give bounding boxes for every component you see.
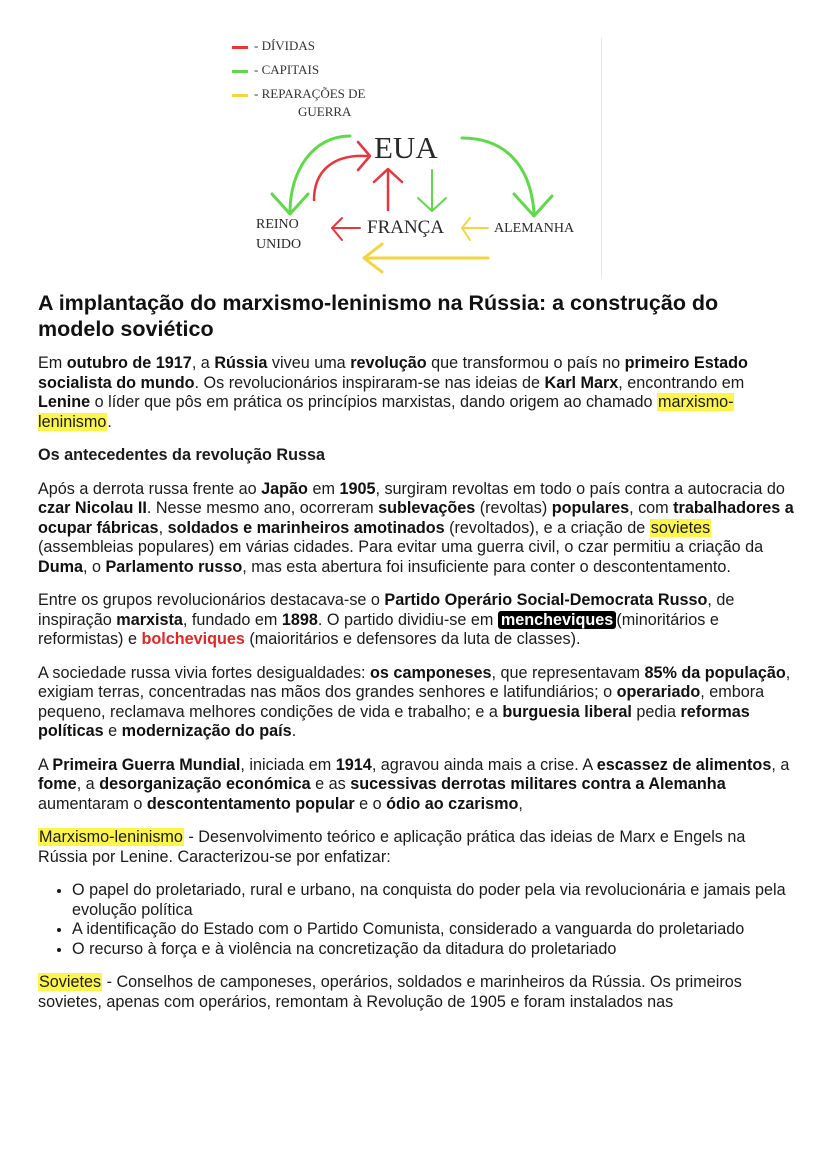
definition-marxism-leninism: Marxismo-leninismo - Desenvolvimento teórico e aplicação prática das ideias de Marx e Engels na Rússia por Lenine. Caracterizou-se por enfatizar: bbox=[38, 828, 746, 866]
section-heading: Os antecedentes da revolução Russa bbox=[38, 446, 325, 464]
red-term: bolcheviques bbox=[141, 630, 245, 648]
legend-reparations: - REPARAÇÕES DE bbox=[232, 86, 365, 102]
paragraph-party: Entre os grupos revolucionários destacava-se o Partido Operário Social-Democrata Russo, de inspiração marxista, fundado em 1898. O partido dividiu-se em mencheviques (minoritários e reformistas) e bolcheviques (maioritários e defensores da luta de classes). bbox=[38, 591, 735, 648]
node-usa: EUA bbox=[374, 130, 438, 165]
inverted-term: mencheviques bbox=[498, 611, 616, 629]
paragraph-society: A sociedade russa vivia fortes desigualdades: os camponeses, que representavam 85% da população, exigiam terras, concentradas nas mãos dos grandes senhores e latifundiários; o operariado, embora pequeno, reclamava melhores condições de vida e trabalho; e a burguesia liberal pedia reformas políticas e modernização do país. bbox=[38, 663, 791, 740]
legend-debts: - DÍVIDAS bbox=[232, 38, 315, 54]
definition-soviets: Sovietes - Conselhos de camponeses, operários, soldados e marinheiros da Rússia. Os primeiros sovietes, apenas com operários, remontam à Revolução de 1905 e foram instalados nas bbox=[38, 973, 742, 1011]
legend-reparations-line2: GUERRA bbox=[298, 104, 352, 119]
article-title: A implantação do marxismo-leninismo na Rússia: a construção do modelo soviético bbox=[38, 291, 719, 341]
node-uk-line2: UNIDO bbox=[256, 237, 302, 252]
characteristics-list bbox=[38, 881, 798, 959]
paragraph-ww1: A Primeira Guerra Mundial, iniciada em 1914, agravou ainda mais a crise. A escassez de alimentos, a fome, a desorganização económica e as sucessivas derrotas militares contra a Alemanha aumentaram o descontentamento popular e o ódio ao czarismo, bbox=[38, 755, 790, 813]
list-item: • A identificação do Estado com o Partido Comunista, considerado a vanguarda do proletariado bbox=[72, 920, 798, 940]
highlight-term: sovietes bbox=[650, 518, 711, 537]
debt-flow-diagram bbox=[222, 32, 602, 280]
node-france: FRANÇA bbox=[367, 217, 445, 238]
list-item: • O recurso à força e à violência na concretização da ditadura do proletariado bbox=[72, 940, 798, 960]
node-uk-line1: REINO bbox=[256, 217, 299, 232]
paragraph-intro: Em outubro de 1917, a Rússia viveu uma revolução que transformou o país no primeiro Estado socialista do mundo. Os revolucionários inspiraram-se nas ideias de Karl Marx, encontrando em Lenine o líder que pôs em prática os princípios marxistas, dando origem ao chamado marxismo-leninismo. bbox=[38, 354, 748, 431]
article bbox=[38, 290, 798, 1026]
highlight-term: Marxismo-leninismo bbox=[39, 828, 183, 846]
list-item: • O papel do proletariado, rural e urbano, na conquista do poder pela via revolucionária e jamais pela evolução política bbox=[72, 881, 798, 920]
highlight-term: marxismo-leninismo bbox=[38, 393, 734, 431]
paragraph-antecedents: Após a derrota russa frente ao Japão em 1905, surgiram revoltas em todo o país contra a autocracia do czar Nicolau II. Nesse mesmo ano, ocorreram sublevações (revoltas) populares, com trabalhadores a ocupar fábricas, soldados e marinheiros amotinados (revoltados), e a criação de sovietes (assembleias populares) em várias cidades. Para evitar uma guerra civil, o czar permitiu a criação da Duma, o Parlamento russo, mas esta abertura foi insuficiente para conter o descontentamento. bbox=[38, 479, 794, 576]
highlight-term: Sovietes bbox=[39, 973, 102, 991]
node-germany: ALEMANHA bbox=[494, 221, 575, 236]
legend-capital: - CAPITAIS bbox=[232, 62, 319, 78]
